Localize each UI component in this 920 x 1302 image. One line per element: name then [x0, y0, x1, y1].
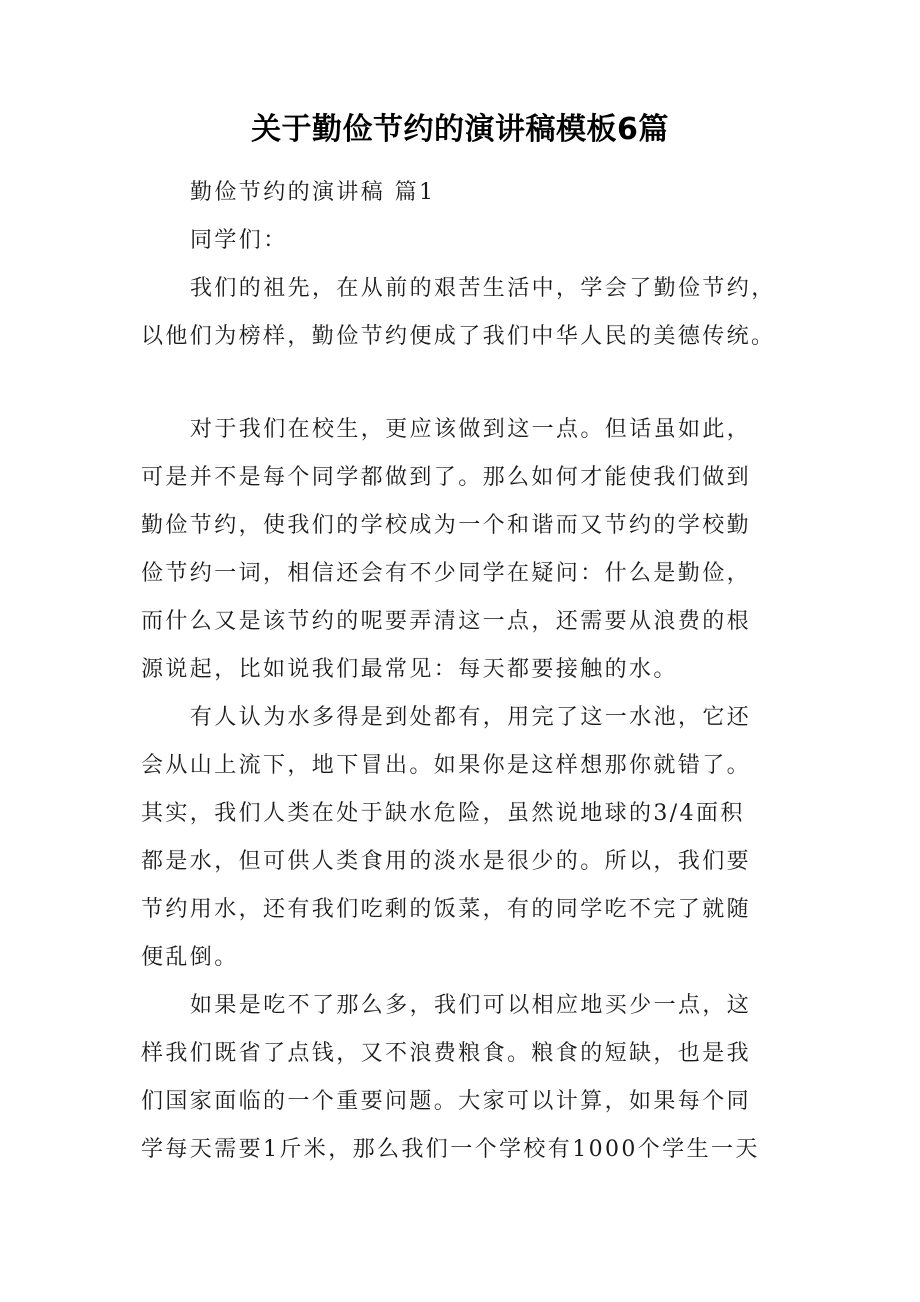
section-heading: 勤俭节约的演讲稿 篇1 — [190, 180, 436, 205]
paragraph-line: 有人认为水多得是到处都有，用完了这一水池，它还 — [190, 705, 752, 730]
paragraph-line: 俭节约一词，相信还会有不少同学在疑问：什么是勤俭， — [141, 561, 752, 586]
paragraph-line: 如果是吃不了那么多，我们可以相应地买少一点，这 — [190, 993, 752, 1018]
paragraph-line: 源说起，比如说我们最常见：每天都要接触的水。 — [141, 657, 678, 682]
paragraph-line: 而什么又是该节约的呢要弄清这一点，还需要从浪费的根 — [141, 609, 752, 634]
paragraph-line: 勤俭节约，使我们的学校成为一个和谐而又节约的学校勤 — [141, 513, 752, 538]
salutation: 同学们： — [190, 228, 288, 253]
paragraph-line: 节约用水，还有我们吃剩的饭菜，有的同学吃不完了就随 — [141, 897, 752, 922]
paragraph-line: 我们的祖先，在从前的艰苦生活中，学会了勤俭节约， — [190, 276, 776, 301]
paragraph-line: 会从山上流下，地下冒出。如果你是这样想那你就错了。 — [141, 753, 752, 778]
paragraph-line: 便乱倒。 — [141, 945, 239, 970]
paragraph-line: 学每天需要1斤米，那么我们一个学校有1000个学生一天 — [141, 1137, 760, 1162]
paragraph-line: 可是并不是每个同学都做到了。那么如何才能使我们做到 — [141, 465, 752, 490]
document-title: 关于勤俭节约的演讲稿模板6篇 — [251, 112, 669, 147]
paragraph-line: 样我们既省了点钱，又不浪费粮食。粮食的短缺，也是我 — [141, 1041, 752, 1066]
paragraph-line: 对于我们在校生，更应该做到这一点。但话虽如此， — [190, 417, 752, 442]
paragraph-line: 们国家面临的一个重要问题。大家可以计算，如果每个同 — [141, 1089, 752, 1114]
paragraph-line: 以他们为榜样，勤俭节约便成了我们中华人民的美德传统。 — [141, 324, 776, 349]
paragraph-line: 其实，我们人类在处于缺水危险，虽然说地球的3/4面积 — [141, 801, 745, 826]
paragraph-line: 都是水，但可供人类食用的淡水是很少的。所以，我们要 — [141, 849, 752, 874]
